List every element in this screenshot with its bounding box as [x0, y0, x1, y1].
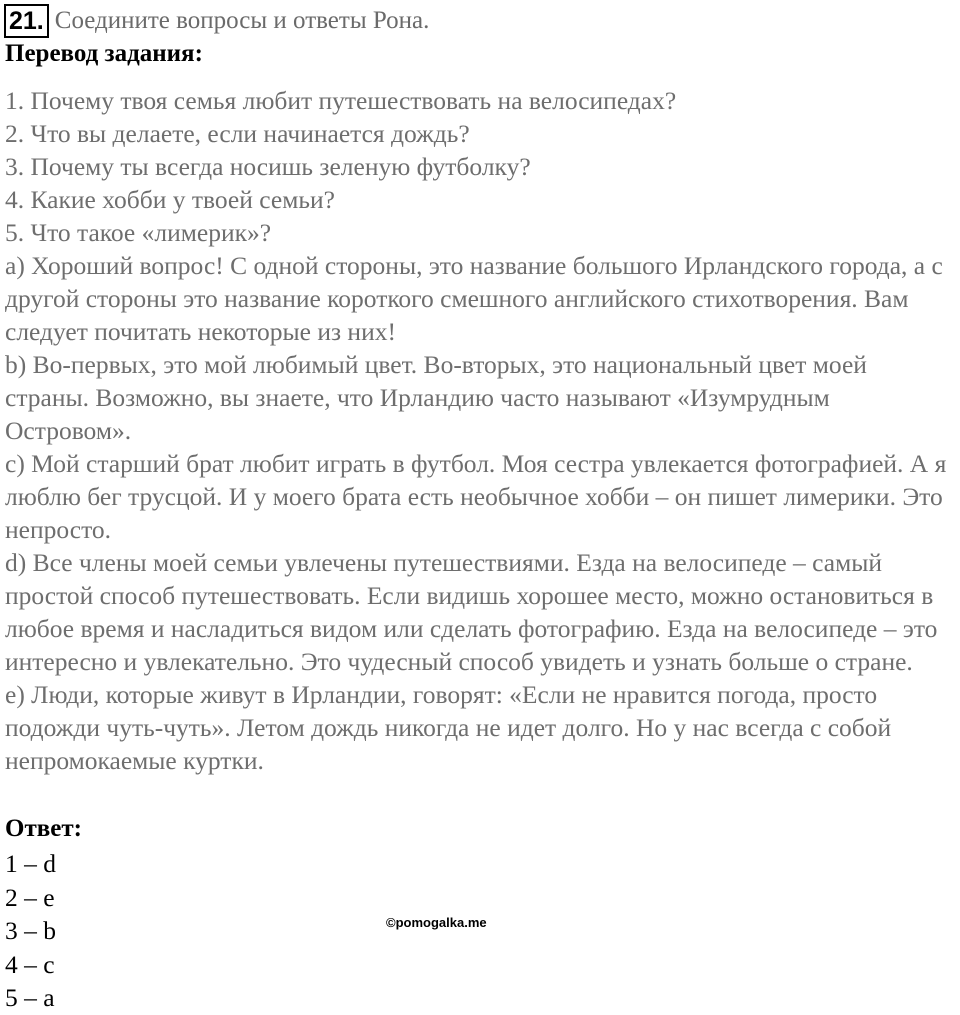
task-number: 21.: [4, 4, 49, 38]
translation-body: [5, 84, 955, 777]
question-item: 1. Почему твоя семья любит путешествовать на велосипедах?: [5, 86, 677, 115]
task-title: Соедините вопросы и ответы Рона.: [54, 7, 430, 34]
translation-heading: Перевод задания:: [5, 40, 203, 67]
answer-key-item: 3 – b: [5, 916, 56, 945]
answer-key-item: 2 – e: [5, 882, 55, 912]
question-item: 5. Что такое «лимерик»?: [5, 218, 272, 247]
answer-option: b) Во-первых, это мой любимый цвет. Во-вторых, это национальный цвет моей страны. Возможно, вы знаете, что Ирландию часто называют «Изумрудным Островом».: [5, 350, 867, 445]
answer-key: [5, 847, 56, 1015]
question-item: 4. Какие хобби у твоей семьи?: [5, 185, 335, 214]
answer-option: a) Хороший вопрос! С одной стороны, это название большого Ирландского города, а с другой стороны это название короткого смешного английского стихотворения. Вам следует почитать некоторые из них!: [5, 251, 943, 346]
answer-option: e) Люди, которые живут в Ирландии, говорят: «Если не нравится погода, просто подожди чуть-чуть». Летом дождь никогда не идет долго. Но у нас всегда с собой непромокаемые куртки.: [5, 680, 892, 775]
answer-key-item: 1 – d: [5, 849, 56, 878]
task-header: [4, 3, 429, 39]
answer-option: d) Все члены моей семьи увлечены путешествиями. Езда на велосипеде – самый простой способ путешествовать. Если видишь хорошее место, можно остановиться в любое время и насладиться видом или сделать фотографию. Езда на велосипеде – это интересно и увлекательно. Это чудесный способ увидеть и узнать больше о стране.: [5, 548, 938, 676]
watermark: ©pomogalka.me: [386, 915, 487, 930]
question-item: 2. Что вы делаете, если начинается дождь?: [5, 119, 470, 148]
answer-key-item: 4 – c: [5, 949, 55, 979]
question-item: 3. Почему ты всегда носишь зеленую футболку?: [5, 152, 531, 181]
answer-heading: Ответ:: [5, 815, 82, 842]
answer-option: c) Мой старший брат любит играть в футбол. Моя сестра увлекается фотографией. А я люблю бег трусцой. И у моего брата есть необычное хобби – он пишет лимерики. Это непросто.: [5, 449, 947, 544]
answer-key-item: 5 – a: [5, 983, 55, 1012]
